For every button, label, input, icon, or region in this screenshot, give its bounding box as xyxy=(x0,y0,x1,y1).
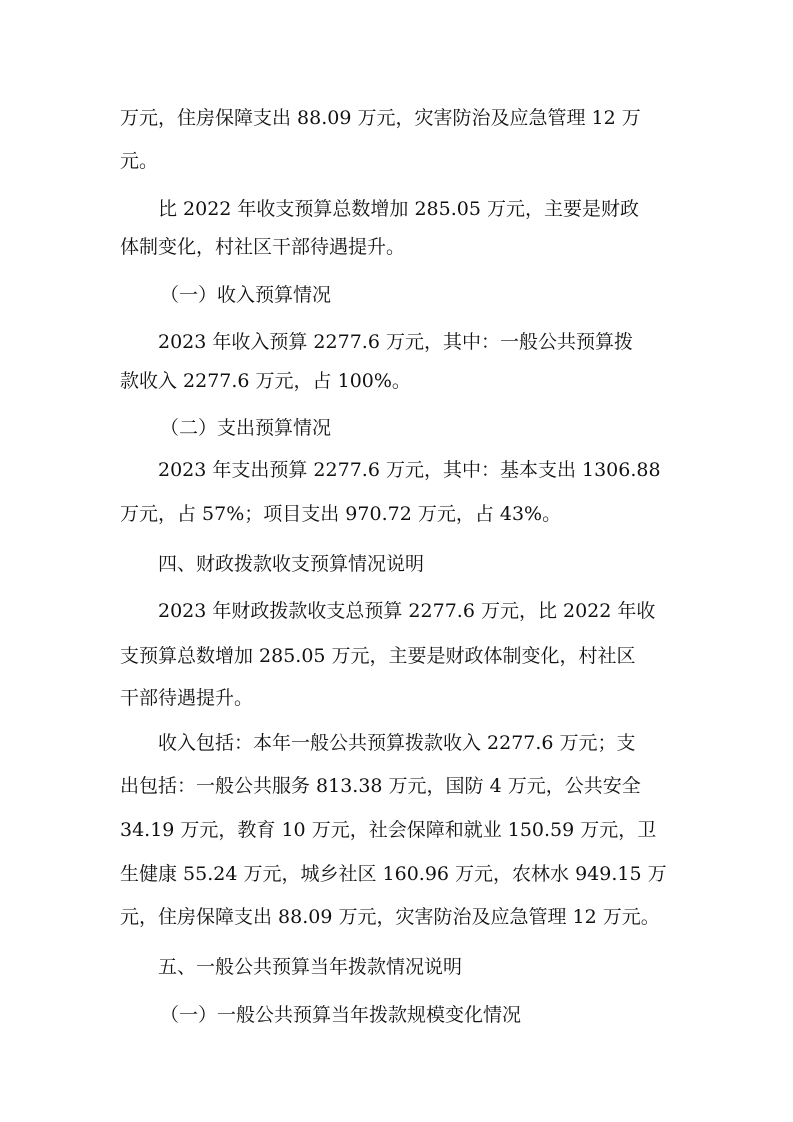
section-heading: 五、一般公共预算当年拨款情况说明 xyxy=(158,956,463,978)
paragraph-line: 出包括：一般公共服务 813.38 万元，国防 4 万元，公共安全 xyxy=(120,775,641,797)
paragraph-line: 干部待遇提升。 xyxy=(120,687,254,709)
paragraph-line: 34.19 万元，教育 10 万元，社会保障和就业 150.59 万元，卫 xyxy=(120,819,657,841)
paragraph-line: 2023 年支出预算 2277.6 万元，其中：基本支出 1306.88 xyxy=(158,459,661,481)
paragraph-line: 万元，住房保障支出 88.09 万元，灾害防治及应急管理 12 万 xyxy=(120,107,641,129)
paragraph-line: 体制变化，村社区干部待遇提升。 xyxy=(120,236,406,258)
paragraph-line: 万元，占 57%；项目支出 970.72 万元，占 43%。 xyxy=(120,503,562,525)
paragraph-line: 2023 年收入预算 2277.6 万元，其中：一般公共预算拨 xyxy=(158,331,633,353)
section-heading: 四、财政拨款收支预算情况说明 xyxy=(158,553,425,575)
paragraph-line: 元。 xyxy=(120,150,159,172)
paragraph-line: 生健康 55.24 万元，城乡社区 160.96 万元，农林水 949.15 万 xyxy=(120,863,667,885)
subsection-heading: （一）一般公共预算当年拨款规模变化情况 xyxy=(160,1004,522,1026)
paragraph-line: 款收入 2277.6 万元，占 100%。 xyxy=(120,370,411,392)
paragraph-line: 比 2022 年收支预算总数增加 285.05 万元，主要是财政 xyxy=(158,198,639,220)
subsection-heading: （一）收入预算情况 xyxy=(160,284,332,306)
paragraph-line: 2023 年财政拨款收支总预算 2277.6 万元，比 2022 年收 xyxy=(158,600,656,622)
subsection-heading: （二）支出预算情况 xyxy=(160,417,332,439)
paragraph-line: 收入包括：本年一般公共预算拨款收入 2277.6 万元；支 xyxy=(158,732,636,754)
paragraph-line: 支预算总数增加 285.05 万元，主要是财政体制变化，村社区 xyxy=(120,645,636,667)
paragraph-line: 元，住房保障支出 88.09 万元，灾害防治及应急管理 12 万元。 xyxy=(120,906,660,928)
